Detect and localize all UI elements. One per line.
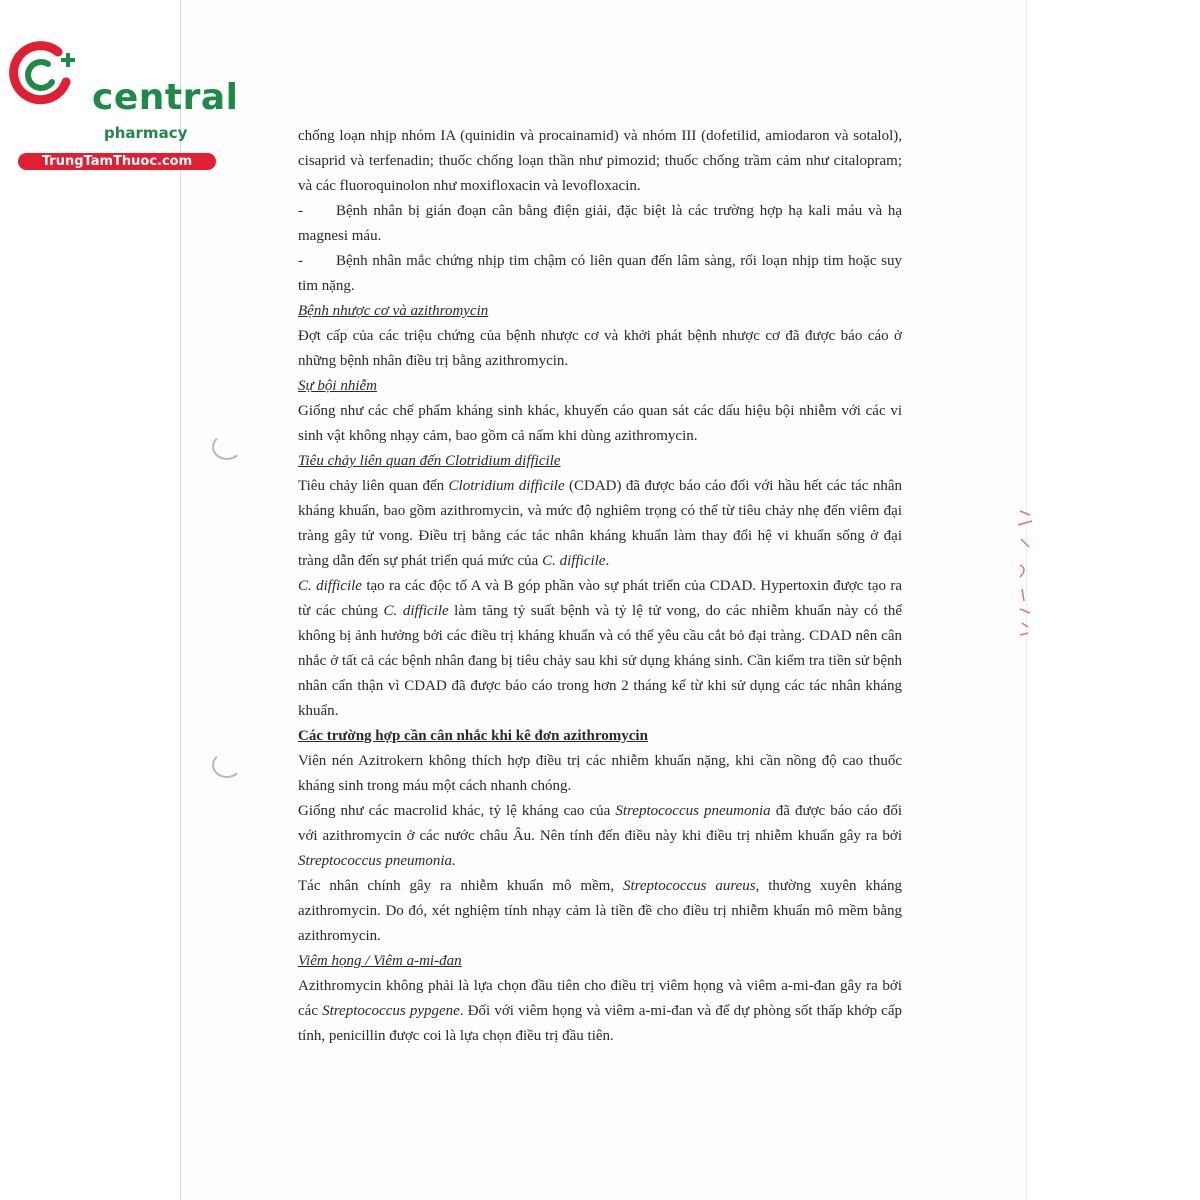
text-run: tạo ra các độc tố A và B góp phần vào sự phát triển của CDAD. Hypertoxin được tạo ra từ các chủng <box>298 578 902 619</box>
paragraph <box>298 474 902 574</box>
italic-term: Clotridium difficile <box>448 478 565 494</box>
stamp-marks-icon <box>1012 505 1042 645</box>
text-run: làm tăng tỷ suất bệnh và tỷ lệ tử vong, do các nhiễm khuẩn này có thể không bị ảnh hưởng bởi các điều trị kháng khuẩn và có thể yêu cầu cắt bỏ đại tràng. CDAD nên cân nhắc ở tất cả các bệnh nhân đang bị tiêu chảy sau khi sử dụng kháng sinh. Cần kiểm tra tiền sử bệnh nhân cẩn thận vì CDAD đã được báo cáo trong hơn 2 tháng kể từ khi sử dụng các tác nhân kháng khuẩn. <box>298 603 902 719</box>
text-run: . Đối với viêm họng và viêm a-mi-đan và để dự phòng sốt thấp khớp cấp tính, penicillin được coi là lựa chọn điều trị đầu tiên. <box>298 1003 902 1044</box>
text-run: đã được báo cáo đối với azithromycin ở các nước châu Âu. Nên tính đến điều này khi điều trị nhiễm khuẩn gây ra bởi <box>298 803 902 844</box>
pharmacy-logo[interactable] <box>8 36 239 169</box>
italic-term: Streptococcus aureus <box>622 878 756 894</box>
text-run: Giống như các macrolid khác, tỷ lệ kháng cao của <box>298 803 616 819</box>
subheading-pharyngitis: Viêm họng / Viêm a-mi-đan <box>298 953 462 969</box>
text-run: Tiêu chảy liên quan đến <box>298 478 449 494</box>
paragraph: Đợt cấp của các triệu chứng của bệnh nhược cơ và khởi phát bệnh nhược cơ đã được báo cáo ở những bệnh nhân điều trị bằng azithromycin. <box>298 328 902 369</box>
paragraph <box>298 974 902 1049</box>
text-run: Tác nhân chính gây ra nhiễm khuẩn mô mềm, <box>298 878 623 894</box>
italic-term: C. difficile <box>542 553 606 569</box>
paragraph: Giống như các chế phẩm kháng sinh khác, khuyến cáo quan sát các dấu hiệu bội nhiễm với các vi sinh vật không nhạy cảm, bao gồm cả nấm khi dùng azithromycin. <box>298 403 902 444</box>
brand-tagline: pharmacy <box>104 124 188 142</box>
punch-hole <box>212 434 242 460</box>
paragraph <box>298 574 902 724</box>
brand-site[interactable]: TrungTamThuoc.com <box>18 153 216 170</box>
bullet-text: Bệnh nhân mắc chứng nhịp tim chậm có liên quan đến lâm sàng, rối loạn nhịp tim hoặc suy tim nặng. <box>298 253 902 294</box>
italic-term: C. difficile <box>298 578 362 594</box>
bullet-item <box>298 199 902 249</box>
bullet-item <box>298 249 902 299</box>
paragraph <box>298 799 902 874</box>
paragraph: chống loạn nhịp nhóm IA (quinidin và procainamid) và nhóm III (dofetilid, amiodaron và sotalol), cisaprid và terfenadin; thuốc chống loạn thần như pimozid; thuốc chống trầm cảm như citalopram; và các fluoroquinolon như moxifloxacin và levofloxacin. <box>298 128 902 194</box>
paragraph <box>298 874 902 949</box>
text-run: . <box>605 553 610 569</box>
subheading-myasthenia: Bệnh nhược cơ và azithromycin <box>298 303 489 319</box>
punch-hole <box>212 752 242 778</box>
italic-term: Streptococcus pypgene <box>322 1003 460 1019</box>
paragraph: Viên nén Azitrokern không thích hợp điều trị các nhiễm khuẩn nặng, khi cần nồng độ cao thuốc kháng sinh trong máu một cách nhanh chóng. <box>298 753 902 794</box>
subheading-superinfection: Sự bội nhiễm <box>298 378 378 394</box>
text-run: , thường xuyên kháng azithromycin. Do đó, xét nghiệm tính nhạy cảm là tiền đề cho điều trị nhiễm khuẩn mô mềm bằng azithromycin. <box>298 878 902 944</box>
document-body <box>298 124 902 1049</box>
text-run: Azithromycin không phải là lựa chọn đầu tiên cho điều trị viêm họng và viêm a-mi-đan gây ra bởi các <box>298 978 902 1019</box>
cross-c-logo-icon <box>8 38 82 108</box>
brand-name: central <box>92 77 239 118</box>
red-stamp-fragment <box>1012 505 1042 645</box>
italic-term: Streptococcus pneumonia. <box>298 853 456 869</box>
bullet-dash: - <box>298 253 303 269</box>
bullet-text: Bệnh nhân bị gián đoạn cân bằng điện giải, đặc biệt là các trường hợp hạ kali máu và hạ magnesi máu. <box>298 203 902 244</box>
text-run: (CDAD) đã được báo cáo đối với hầu hết các tác nhân kháng khuẩn, bao gồm azithromycin, và mức độ nghiêm trọng có thể từ tiêu chảy nhẹ đến viêm đại tràng gây tử vong. Điều trị bằng các tác nhân kháng khuẩn làm thay đổi hệ vi khuẩn sống ở đại tràng dẫn đến sự phát triển quá mức của <box>298 478 902 569</box>
section-heading-prescribing: Các trường hợp cần cân nhắc khi kê đơn azithromycin <box>298 728 648 744</box>
italic-term: Streptococcus pneumonia <box>615 803 771 819</box>
italic-term: C. difficile <box>383 603 449 619</box>
subheading-cdad: Tiêu chảy liên quan đến Clotridium difficile <box>298 453 561 469</box>
bullet-dash: - <box>298 203 303 219</box>
